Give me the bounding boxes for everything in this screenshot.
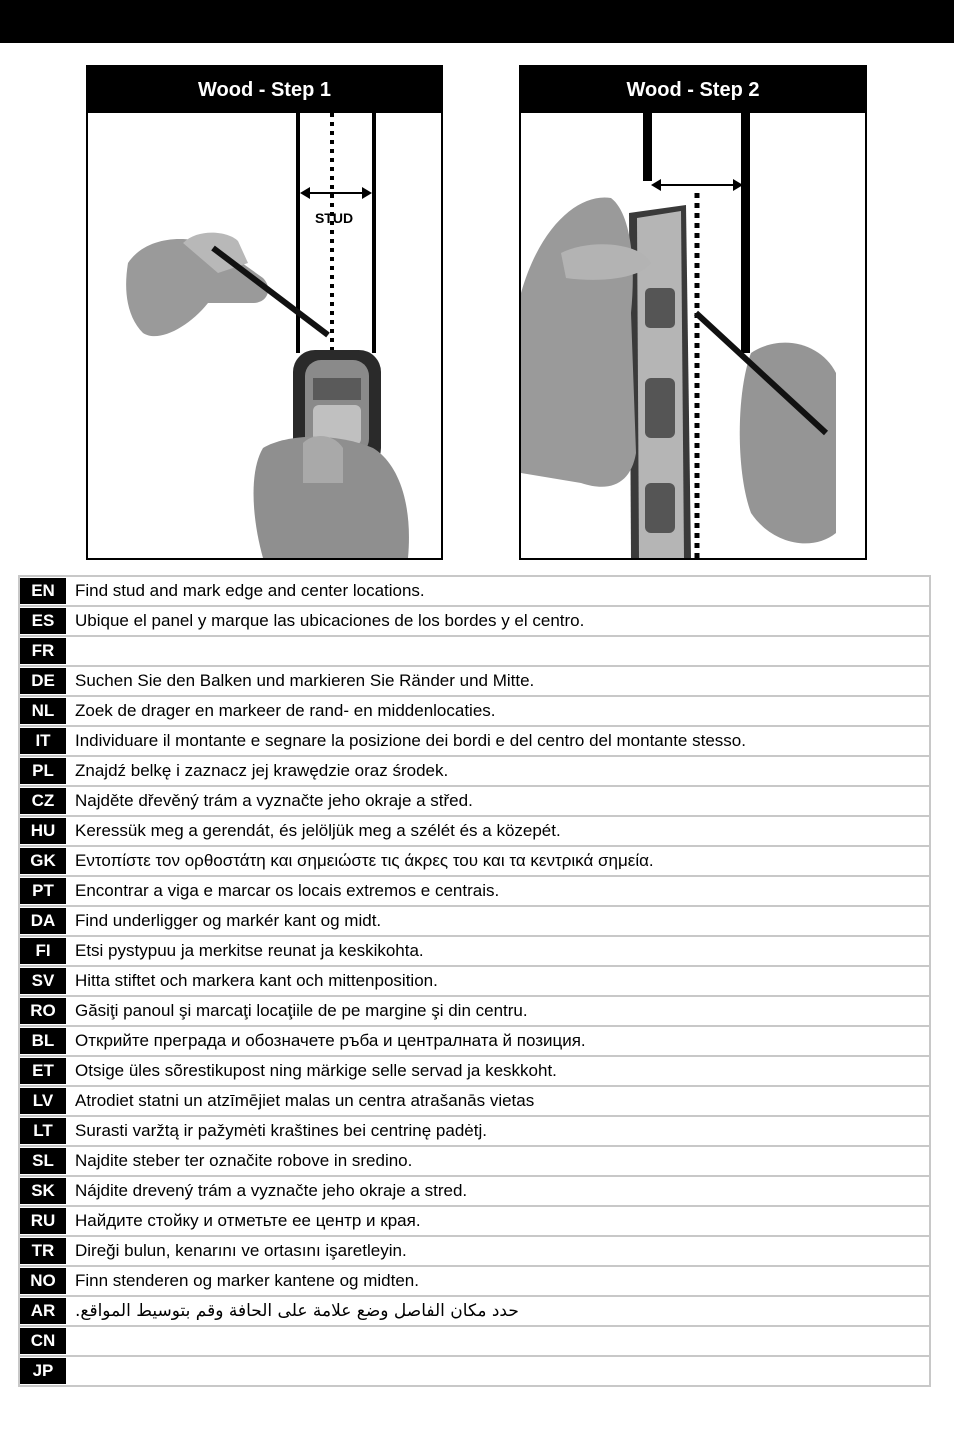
wood-step-1-illustration xyxy=(88,113,441,558)
language-row-en xyxy=(20,577,929,607)
wood-step-1-title: Wood - Step 1 xyxy=(88,67,441,113)
instruction-text: Ubique el panel y marque las ubicaciones de los bordes y el centro. xyxy=(75,611,585,630)
instruction-text: Najděte dřevěný trám a vyznačte jeho okraje a střed. xyxy=(75,791,473,810)
language-code: EN xyxy=(20,578,66,604)
instruction-text xyxy=(66,1327,929,1355)
language-code: LV xyxy=(20,1088,66,1114)
language-row-gk xyxy=(20,847,929,877)
language-code: SV xyxy=(20,968,66,994)
instruction-text: Znajdź belkę i zaznacz jej krawędzie oraz środek. xyxy=(75,761,449,780)
right-hand-shape xyxy=(740,343,836,544)
instruction-text: Hitta stiftet och markera kant och mittenposition. xyxy=(75,971,438,990)
language-code: PT xyxy=(20,878,66,904)
instruction-text: Individuare il montante e segnare la posizione dei bordi e del centro del montante stesso. xyxy=(75,731,746,750)
language-code: HU xyxy=(20,818,66,844)
instruction-text: Zoek de drager en markeer de rand- en middenlocaties. xyxy=(75,701,496,720)
language-code: DA xyxy=(20,908,66,934)
language-row-lt xyxy=(20,1117,929,1147)
language-row-lv xyxy=(20,1087,929,1117)
language-code: IT xyxy=(20,728,66,754)
language-code: FI xyxy=(20,938,66,964)
language-code: PL xyxy=(20,758,66,784)
language-code: ET xyxy=(20,1058,66,1084)
instruction-text xyxy=(66,1357,929,1385)
language-row-hu xyxy=(20,817,929,847)
language-row-pl xyxy=(20,757,929,787)
language-row-cz xyxy=(20,787,929,817)
instruction-text: Εντοπίστε τον ορθοστάτη και σημειώστε τις άκρες του και τα κεντρικά σημεία. xyxy=(75,851,654,870)
top-header-bar xyxy=(0,0,954,43)
instruction-text: Najdite steber ter označite robove in sredino. xyxy=(75,1151,413,1170)
language-code: GK xyxy=(20,848,66,874)
instruction-text xyxy=(66,637,929,665)
right-mark-line xyxy=(741,113,750,353)
language-row-sk xyxy=(20,1177,929,1207)
language-row-da xyxy=(20,907,929,937)
instruction-text: Suchen Sie den Balken und markieren Sie Ränder und Mitte. xyxy=(75,671,535,690)
wood-step-2-illustration xyxy=(521,113,865,558)
language-code: CN xyxy=(20,1328,66,1354)
language-row-ar xyxy=(20,1297,929,1327)
instruction-text: Find stud and mark edge and center locations. xyxy=(75,581,425,600)
language-row-et xyxy=(20,1057,929,1087)
language-code: NL xyxy=(20,698,66,724)
language-row-tr xyxy=(20,1237,929,1267)
instruction-text: Etsi pystypuu ja merkitse reunat ja keskikohta. xyxy=(75,941,424,960)
language-code: ES xyxy=(20,608,66,634)
language-code: SK xyxy=(20,1178,66,1204)
instruction-text: Finn stenderen og marker kantene og midten. xyxy=(75,1271,419,1290)
wood-step-1-panel xyxy=(86,65,443,560)
language-code: CZ xyxy=(20,788,66,814)
instruction-text: Keressük meg a gerendát, és jelöljük meg a szélét és a közepét. xyxy=(75,821,561,840)
instruction-text: Открийте преграда и обозначете ръба и централната й позиция. xyxy=(75,1031,586,1050)
language-row-es xyxy=(20,607,929,637)
language-row-it xyxy=(20,727,929,757)
language-code: TR xyxy=(20,1238,66,1264)
language-row-sv xyxy=(20,967,929,997)
instruction-text: Nájdite drevený trám a vyznačte jeho okraje a stred. xyxy=(75,1181,468,1200)
left-mark-line xyxy=(643,113,652,181)
instruction-text: Găsiţi panoul şi marcaţi locaţiile de pe margine şi din centru. xyxy=(75,1001,528,1020)
instruction-text: Найдите стойку и отметьте ее центр и края. xyxy=(75,1211,421,1230)
instruction-text: حدد مكان الفاصل وضع علامة على الحافة وقم بتوسيط المواقع. xyxy=(75,1301,519,1321)
stud-label: STUD xyxy=(314,210,354,226)
language-row-pt xyxy=(20,877,929,907)
language-code: RU xyxy=(20,1208,66,1234)
language-row-bl xyxy=(20,1027,929,1057)
stud-edge-right xyxy=(372,113,376,353)
language-instructions-table xyxy=(18,575,931,1387)
language-row-cn xyxy=(20,1327,929,1357)
language-row-fi xyxy=(20,937,929,967)
language-row-jp xyxy=(20,1357,929,1385)
wood-step-2-title: Wood - Step 2 xyxy=(521,67,865,113)
language-row-ro xyxy=(20,997,929,1027)
instruction-text: Atrodiet statni un atzīmējiet malas un centra atrašanās vietas xyxy=(75,1091,535,1110)
language-row-ru xyxy=(20,1207,929,1237)
instruction-text: Encontrar a viga e marcar os locais extremos e centrais. xyxy=(75,881,500,900)
language-row-fr xyxy=(20,637,929,667)
wood-step-2-panel xyxy=(519,65,867,560)
instruction-text: Find underligger og markér kant og midt. xyxy=(75,911,382,930)
language-row-nl xyxy=(20,697,929,727)
language-row-sl xyxy=(20,1147,929,1177)
instruction-text: Surasti varžtą ir pažymėti kraštines bei centrinę padėtj. xyxy=(75,1121,487,1140)
language-code: FR xyxy=(20,638,66,664)
language-code: DE xyxy=(20,668,66,694)
language-row-no xyxy=(20,1267,929,1297)
language-code: NO xyxy=(20,1268,66,1294)
left-hand-shape xyxy=(521,197,636,486)
instruction-text: Otsige üles sõrestikupost ning märkige selle servad ja keskkoht. xyxy=(75,1061,557,1080)
language-code: RO xyxy=(20,998,66,1024)
language-code: JP xyxy=(20,1358,66,1384)
language-code: AR xyxy=(20,1298,66,1324)
language-code: SL xyxy=(20,1148,66,1174)
language-row-de xyxy=(20,667,929,697)
language-code: BL xyxy=(20,1028,66,1054)
instruction-text: Direği bulun, kenarını ve ortasını işaretleyin. xyxy=(75,1241,407,1260)
language-code: LT xyxy=(20,1118,66,1144)
